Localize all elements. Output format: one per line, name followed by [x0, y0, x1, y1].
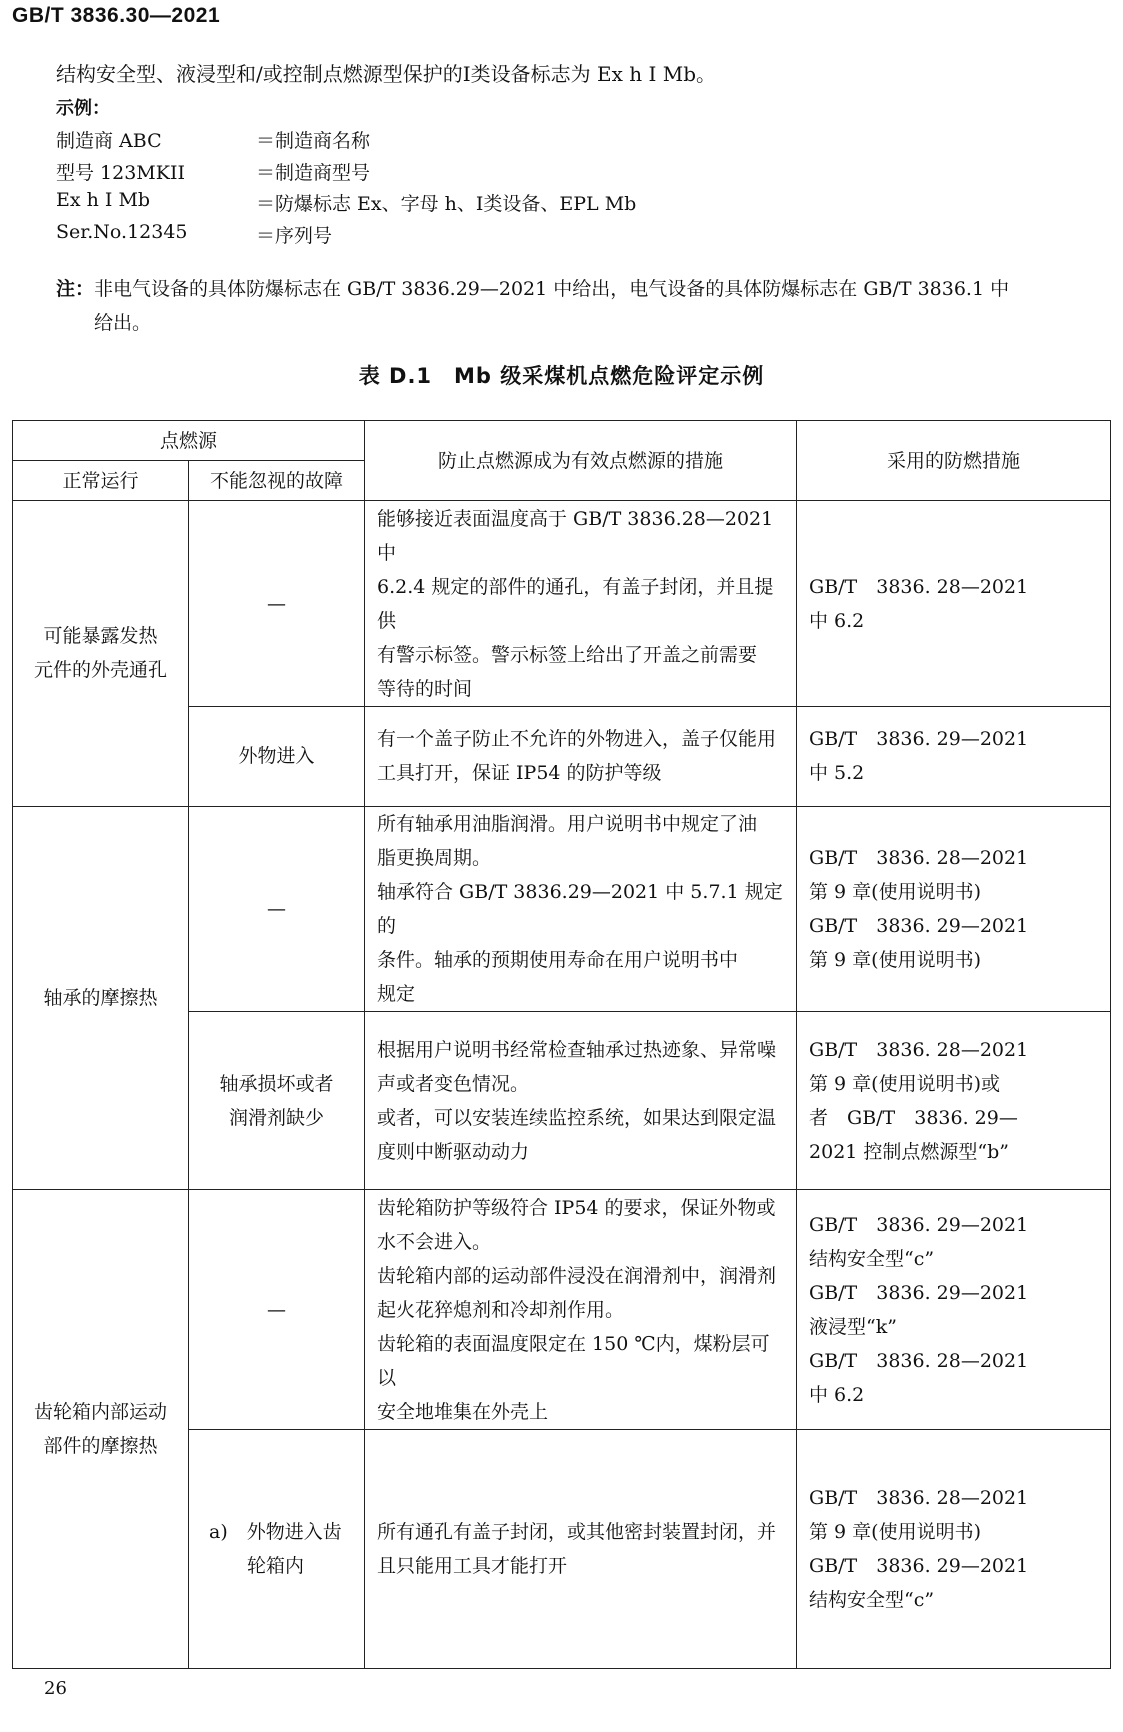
example-row-left: Ser.No.12345	[56, 221, 188, 243]
note-label: 注：	[56, 278, 95, 300]
protection-cell: GB/T 3836. 29—2021 中 5.2	[797, 707, 1111, 806]
fault-cell: —	[189, 1190, 365, 1430]
intro-paragraph: 结构安全型、液浸型和/或控制点燃源型保护的Ⅰ类设备标志为 Ex h Ⅰ Mb。	[56, 62, 717, 86]
measures-cell: 齿轮箱防护等级符合 IP54 的要求，保证外物或 水不会进入。 齿轮箱内部的运动部件浸没在润滑剂中，润滑剂 起火花猝熄剂和冷却剂作用。 齿轮箱的表面温度限定在 150 ℃内，煤粉层可以 安全地堆集在外壳上	[365, 1190, 797, 1430]
fault-cell: 轴承损坏或者 润滑剂缺少	[189, 1012, 365, 1190]
example-row-left: Ex h Ⅰ Mb	[56, 189, 151, 211]
example-label: 示例：	[56, 98, 110, 119]
example-row-right: ＝序列号	[256, 225, 333, 247]
measures-cell: 根据用户说明书经常检查轴承过热迹象、异常噪 声或者变色情况。 或者，可以安装连续监控系统，如果达到限定温 度则中断驱动动力	[365, 1012, 797, 1190]
fault-cell: —	[189, 501, 365, 707]
header-measures: 防止点燃源成为有效点燃源的措施	[365, 421, 797, 501]
measures-cell: 所有通孔有盖子封闭，或其他密封装置封闭，并 且只能用工具才能打开	[365, 1429, 797, 1668]
protection-cell: GB/T 3836. 28—2021 第 9 章(使用说明书) GB/T 3836. 29—2021 结构安全型“c”	[797, 1429, 1111, 1668]
protection-cell: GB/T 3836. 28—2021 第 9 章(使用说明书)或 者 GB/T 3836. 29— 2021 控制点燃源型“b”	[797, 1012, 1111, 1190]
example-row-left: 制造商 ABC	[56, 130, 162, 152]
note-text: 非电气设备的具体防爆标志在 GB/T 3836.29—2021 中给出，电气设备的具体防爆标志在 GB/T 3836.1 中	[94, 278, 1010, 300]
protection-cell: GB/T 3836. 29—2021 结构安全型“c” GB/T 3836. 29—2021 液浸型“k” GB/T 3836. 28—2021 中 6.2	[797, 1190, 1111, 1430]
ignition-source-cell: 轴承的摩擦热	[13, 806, 189, 1190]
fault-cell: a) 外物进入齿 轮箱内	[189, 1429, 365, 1668]
fault-cell: 外物进入	[189, 707, 365, 806]
page-number: 26	[44, 1678, 67, 1699]
measures-cell: 有一个盖子防止不允许的外物进入，盖子仅能用 工具打开，保证 IP54 的防护等级	[365, 707, 797, 806]
measures-cell: 能够接近表面温度高于 GB/T 3836.28—2021 中 6.2.4 规定的部件的通孔，有盖子封闭，并且提供 有警示标签。警示标签上给出了开盖之前需要 等待的时间	[365, 501, 797, 707]
header-protection: 采用的防燃措施	[797, 421, 1111, 501]
ignition-risk-table	[12, 420, 1111, 1669]
table-caption: 表 D.1 Mb 级采煤机点燃危险评定示例	[358, 364, 765, 388]
fault-cell: —	[189, 806, 365, 1012]
header-normal-operation: 正常运行	[13, 461, 189, 501]
example-row-right: ＝制造商名称	[256, 130, 371, 152]
example-row-right: ＝制造商型号	[256, 162, 371, 184]
ignition-source-cell: 齿轮箱内部运动 部件的摩擦热	[13, 1190, 189, 1669]
note-text-continued: 给出。	[94, 312, 152, 334]
protection-cell: GB/T 3836. 28—2021 第 9 章(使用说明书) GB/T 3836. 29—2021 第 9 章(使用说明书)	[797, 806, 1111, 1012]
header-fault: 不能忽视的故障	[189, 461, 365, 501]
header-ignition-source: 点燃源	[13, 421, 365, 461]
measures-cell: 所有轴承用油脂润滑。用户说明书中规定了油 脂更换周期。 轴承符合 GB/T 3836.29—2021 中 5.7.1 规定的 条件。轴承的预期使用寿命在用户说明书中 规定	[365, 806, 797, 1012]
protection-cell: GB/T 3836. 28—2021 中 6.2	[797, 501, 1111, 707]
example-row-left: 型号 123MKII	[56, 162, 185, 184]
document-id: GB/T 3836.30—2021	[12, 4, 221, 27]
example-row-right: ＝防爆标志 Ex、字母 h、Ⅰ类设备、EPL Mb	[256, 193, 637, 215]
ignition-source-cell: 可能暴露发热 元件的外壳通孔	[13, 501, 189, 806]
note-block	[56, 272, 1116, 340]
